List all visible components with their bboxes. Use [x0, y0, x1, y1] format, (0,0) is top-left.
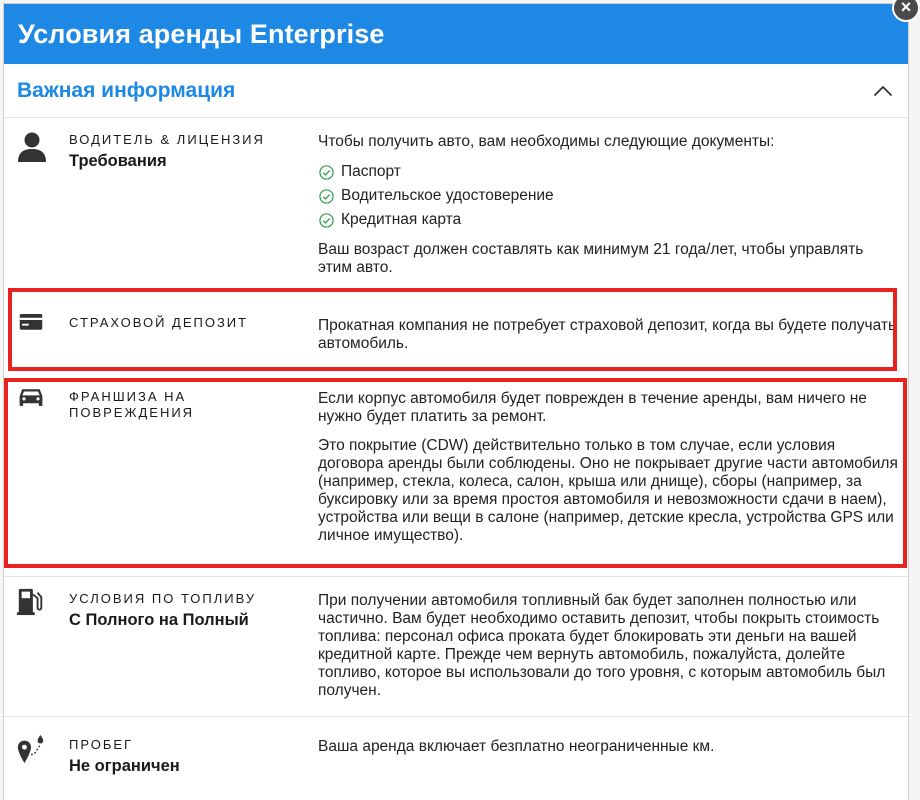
damage-excess-label [69, 389, 289, 421]
security-deposit-row [4, 290, 908, 369]
damage-excess-details [318, 390, 898, 545]
age-requirement-text: Ваш возраст должен составлять как минимум 21 года/лет, чтобы управлять этим авто. [318, 241, 864, 276]
security-deposit-details [318, 317, 898, 353]
check-circle-icon [319, 189, 334, 204]
document-name: Паспорт [341, 163, 401, 180]
fuel-pump-icon [16, 585, 46, 617]
mileage-label [69, 737, 289, 776]
check-circle-icon [319, 213, 334, 228]
mileage-text: Ваша аренда включает безплатно неограниченные км. [318, 738, 715, 755]
close-icon: × [900, 0, 912, 17]
driver-license-label [69, 132, 289, 171]
damage-excess-row [4, 369, 908, 563]
security-deposit-caption: СТРАХОВОЙ ДЕПОЗИТ [69, 315, 249, 330]
car-icon [16, 384, 46, 412]
document-name: Кредитная карта [341, 211, 462, 228]
driver-license-details [318, 133, 898, 277]
modal-title: Условия аренды Enterprise [18, 18, 385, 49]
chevron-up-icon[interactable] [872, 80, 894, 102]
close-button[interactable] [892, 0, 920, 22]
map-pin-route-icon [16, 733, 46, 765]
important-info-section-toggle[interactable] [4, 64, 908, 118]
mileage-value: Не ограничен [69, 757, 180, 775]
person-icon [16, 130, 48, 162]
fuel-policy-row [4, 576, 908, 716]
damage-excess-caption: ФРАНШИЗА НА ПОВРЕЖДЕНИЯ [69, 389, 195, 420]
fuel-policy-caption: УСЛОВИЯ ПО ТОПЛИВУ [69, 591, 257, 606]
list-item [318, 184, 898, 208]
mileage-caption: ПРОБЕГ [69, 737, 134, 752]
fuel-policy-value: С Полного на Полный [69, 611, 249, 629]
modal-header [4, 4, 908, 64]
driver-license-caption: ВОДИТЕЛЬ & ЛИЦЕНЗИЯ [69, 132, 265, 147]
security-deposit-text: Прокатная компания не потребует страховой депозит, когда вы будете получать автомобиль. [318, 317, 897, 352]
security-deposit-label [69, 315, 289, 331]
list-item [318, 160, 898, 184]
mileage-details [318, 738, 898, 756]
document-name: Водительское удостоверение [341, 187, 554, 204]
rental-terms-modal [4, 4, 908, 800]
section-title: Важная информация [17, 78, 236, 102]
fuel-policy-label [69, 591, 289, 630]
damage-excess-text: Если корпус автомобиля будет поврежден в течение аренды, вам ничего не нужно будет платить за ремонт. [318, 390, 867, 425]
check-circle-icon [319, 165, 334, 180]
mileage-row [4, 716, 908, 800]
documents-intro: Чтобы получить авто, вам необходимы следующие документы: [318, 133, 775, 150]
fuel-policy-text: При получении автомобиля топливный бак будет заполнен полностью или частично. Вам будет необходимо оставить депозит, чтобы покрыть стоимость топлива: персонал офиса проката будет блокировать эти деньги на вашей кредитной карте. Прежде чем вернуть автомобиль, пожалуйста, долейте топливо, которое вы использовали до того уровня, с которым автомобиль был получен. [318, 592, 886, 699]
driver-license-value: Требования [69, 152, 167, 170]
list-item [318, 208, 898, 232]
documents-list [318, 160, 898, 232]
cdw-coverage-text: Это покрытие (CDW) действительно только в том случае, если условия договора аренды были соблюдены. Оно не покрывает другие части автомобиля (например, стекла, колеса, салон, крыша или днище), сборы (например, за буксировку или за время простоя автомобиля и невозможности сдачи в наем), устройства или вещи в салоне (например, детские кресла, устройства GPS или личное имущество). [318, 437, 898, 544]
driver-license-row [4, 118, 908, 290]
fuel-policy-details [318, 592, 898, 700]
credit-card-icon [16, 311, 46, 335]
